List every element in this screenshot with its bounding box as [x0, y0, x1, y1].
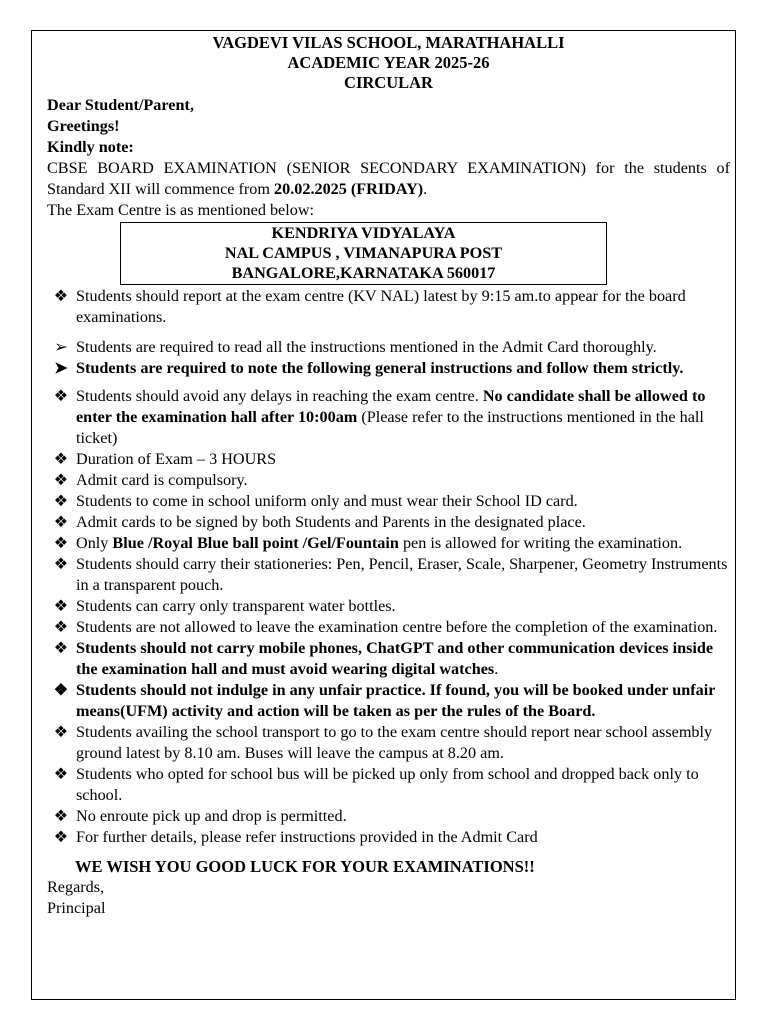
list-item-text: Students should avoid any delays in reaching the exam centre.: [76, 387, 483, 405]
list-item: [47, 806, 730, 827]
list-item-text: For further details, please refer instructions provided in the Admit Card: [76, 828, 538, 846]
list-item: [47, 596, 730, 617]
diamond-bullet-icon: ❖: [53, 723, 69, 741]
list-item-text: pen is allowed for writing the examination.: [398, 534, 683, 552]
list-item: [47, 386, 730, 449]
list-item-text: .: [494, 660, 499, 678]
list-item: [47, 449, 730, 470]
list-item-emphasis: No candidate shall be allowed to enter the examination hall after 10:00am: [76, 387, 706, 426]
list-item-text: Admit card is compulsory.: [76, 471, 248, 489]
list-item: [47, 470, 730, 491]
diamond-bullet-icon: ❖: [53, 618, 69, 636]
diamond-bullet-icon: ❖: [53, 639, 69, 657]
diamond-bullet-icon: ❖: [53, 597, 69, 615]
list-item: [47, 617, 730, 638]
diamond-bullet-icon: ❖: [53, 387, 69, 405]
arrow-bullet-icon: ➤: [54, 359, 68, 377]
greeting: Greetings!: [47, 117, 120, 135]
list-item-text: Students can carry only transparent water bottles.: [76, 597, 396, 615]
list-item-text: Students are not allowed to leave the examination centre before the completion of the examination.: [76, 618, 718, 636]
list-item-text: Duration of Exam – 3 HOURS: [76, 450, 277, 468]
list-item-emphasis: Blue /Royal Blue ball point /Gel/Fountain: [112, 534, 399, 552]
diamond-bullet-icon: ❖: [53, 681, 69, 699]
exam-centre-box: [120, 222, 607, 285]
list-item-text: Students should not indulge in any unfair practice. If found, you will be booked under unfair means(UFM) activity and action will be taken as per the rules of the Board.: [76, 681, 716, 720]
list-item: [47, 286, 730, 328]
diamond-bullet-icon: ❖: [53, 807, 69, 825]
list-item: [47, 680, 730, 722]
list-item-text: (Please refer to the instructions mentioned in the hall ticket): [76, 408, 704, 447]
diamond-bullet-icon: ❖: [53, 471, 69, 489]
circular-title: CIRCULAR: [344, 73, 433, 92]
list-item: [47, 554, 730, 596]
list-item-text: Students should report at the exam centre (KV NAL) latest by 9:15 am.to appear for the board examinations.: [76, 287, 686, 326]
diamond-bullet-icon: ❖: [53, 555, 69, 573]
circular-content: [47, 33, 730, 919]
list-item-text: Students who opted for school bus will be picked up only from school and dropped back only to school.: [76, 765, 699, 804]
list-item: [47, 512, 730, 533]
regards: Regards,: [47, 878, 105, 896]
instruction-list: [47, 286, 730, 848]
diamond-bullet-icon: ❖: [53, 450, 69, 468]
list-item-text: Students are required to read all the instructions mentioned in the Admit Card thoroughly.: [76, 338, 657, 356]
kindly-note: Kindly note:: [47, 138, 134, 156]
academic-year: ACADEMIC YEAR 2025-26: [287, 53, 490, 72]
diamond-bullet-icon: ❖: [53, 828, 69, 846]
signatory: Principal: [47, 899, 106, 917]
list-item-text: Students availing the school transport to go to the exam centre should report near school assembly ground latest by 8.10 am. Buses will leave the campus at 8.20 am.: [76, 723, 713, 762]
diamond-bullet-icon: ❖: [53, 765, 69, 783]
circular-frame: [31, 30, 736, 1000]
list-item: [47, 764, 730, 806]
intro-text: CBSE BOARD EXAMINATION (SENIOR SECONDARY EXAMINATION) for the students of Standard XII will commence from: [47, 159, 730, 198]
list-item: [47, 337, 730, 358]
salutation: Dear Student/Parent,: [47, 96, 194, 114]
list-item: [47, 827, 730, 848]
good-luck-message: WE WISH YOU GOOD LUCK FOR YOUR EXAMINATIONS!!: [75, 857, 535, 876]
list-item-text: Students should carry their stationeries: Pen, Pencil, Eraser, Scale, Sharpener, Geometry Instruments in a transparent pouch.: [76, 555, 728, 594]
exam-centre-line3: BANGALORE,KARNATAKA 560017: [231, 264, 496, 282]
diamond-bullet-icon: ❖: [53, 287, 69, 305]
diamond-bullet-icon: ❖: [53, 534, 69, 552]
exam-centre-line1: KENDRIYA VIDYALAYA: [271, 224, 456, 242]
intro-paragraph: [47, 158, 730, 200]
list-item: [47, 491, 730, 512]
exam-centre-line2: NAL CAMPUS , VIMANAPURA POST: [224, 244, 503, 262]
diamond-bullet-icon: ❖: [53, 492, 69, 510]
diamond-bullet-icon: ❖: [53, 513, 69, 531]
list-item-text: Students are required to note the following general instructions and follow them strictly.: [76, 359, 684, 377]
list-item-text: Students to come in school uniform only and must wear their School ID card.: [76, 492, 578, 510]
list-item-emphasis: Students should not carry mobile phones, ChatGPT and other communication devices inside the examination hall and must avoid wearing digital watches: [76, 639, 714, 678]
exam-start-date: 20.02.2025 (FRIDAY): [274, 180, 424, 198]
list-item-text: Admit cards to be signed by both Students and Parents in the designated place.: [76, 513, 586, 531]
list-item-text: Only: [76, 534, 113, 552]
list-item: [47, 722, 730, 764]
centre-intro: The Exam Centre is as mentioned below:: [47, 201, 315, 219]
list-item: [47, 638, 730, 680]
school-name: VAGDEVI VILAS SCHOOL, MARATHAHALLI: [212, 33, 565, 52]
list-item: [47, 358, 730, 379]
arrow-bullet-icon: ➢: [54, 338, 68, 356]
list-item-text: No enroute pick up and drop is permitted.: [76, 807, 347, 825]
intro-end: .: [423, 180, 428, 198]
list-item: [47, 533, 730, 554]
